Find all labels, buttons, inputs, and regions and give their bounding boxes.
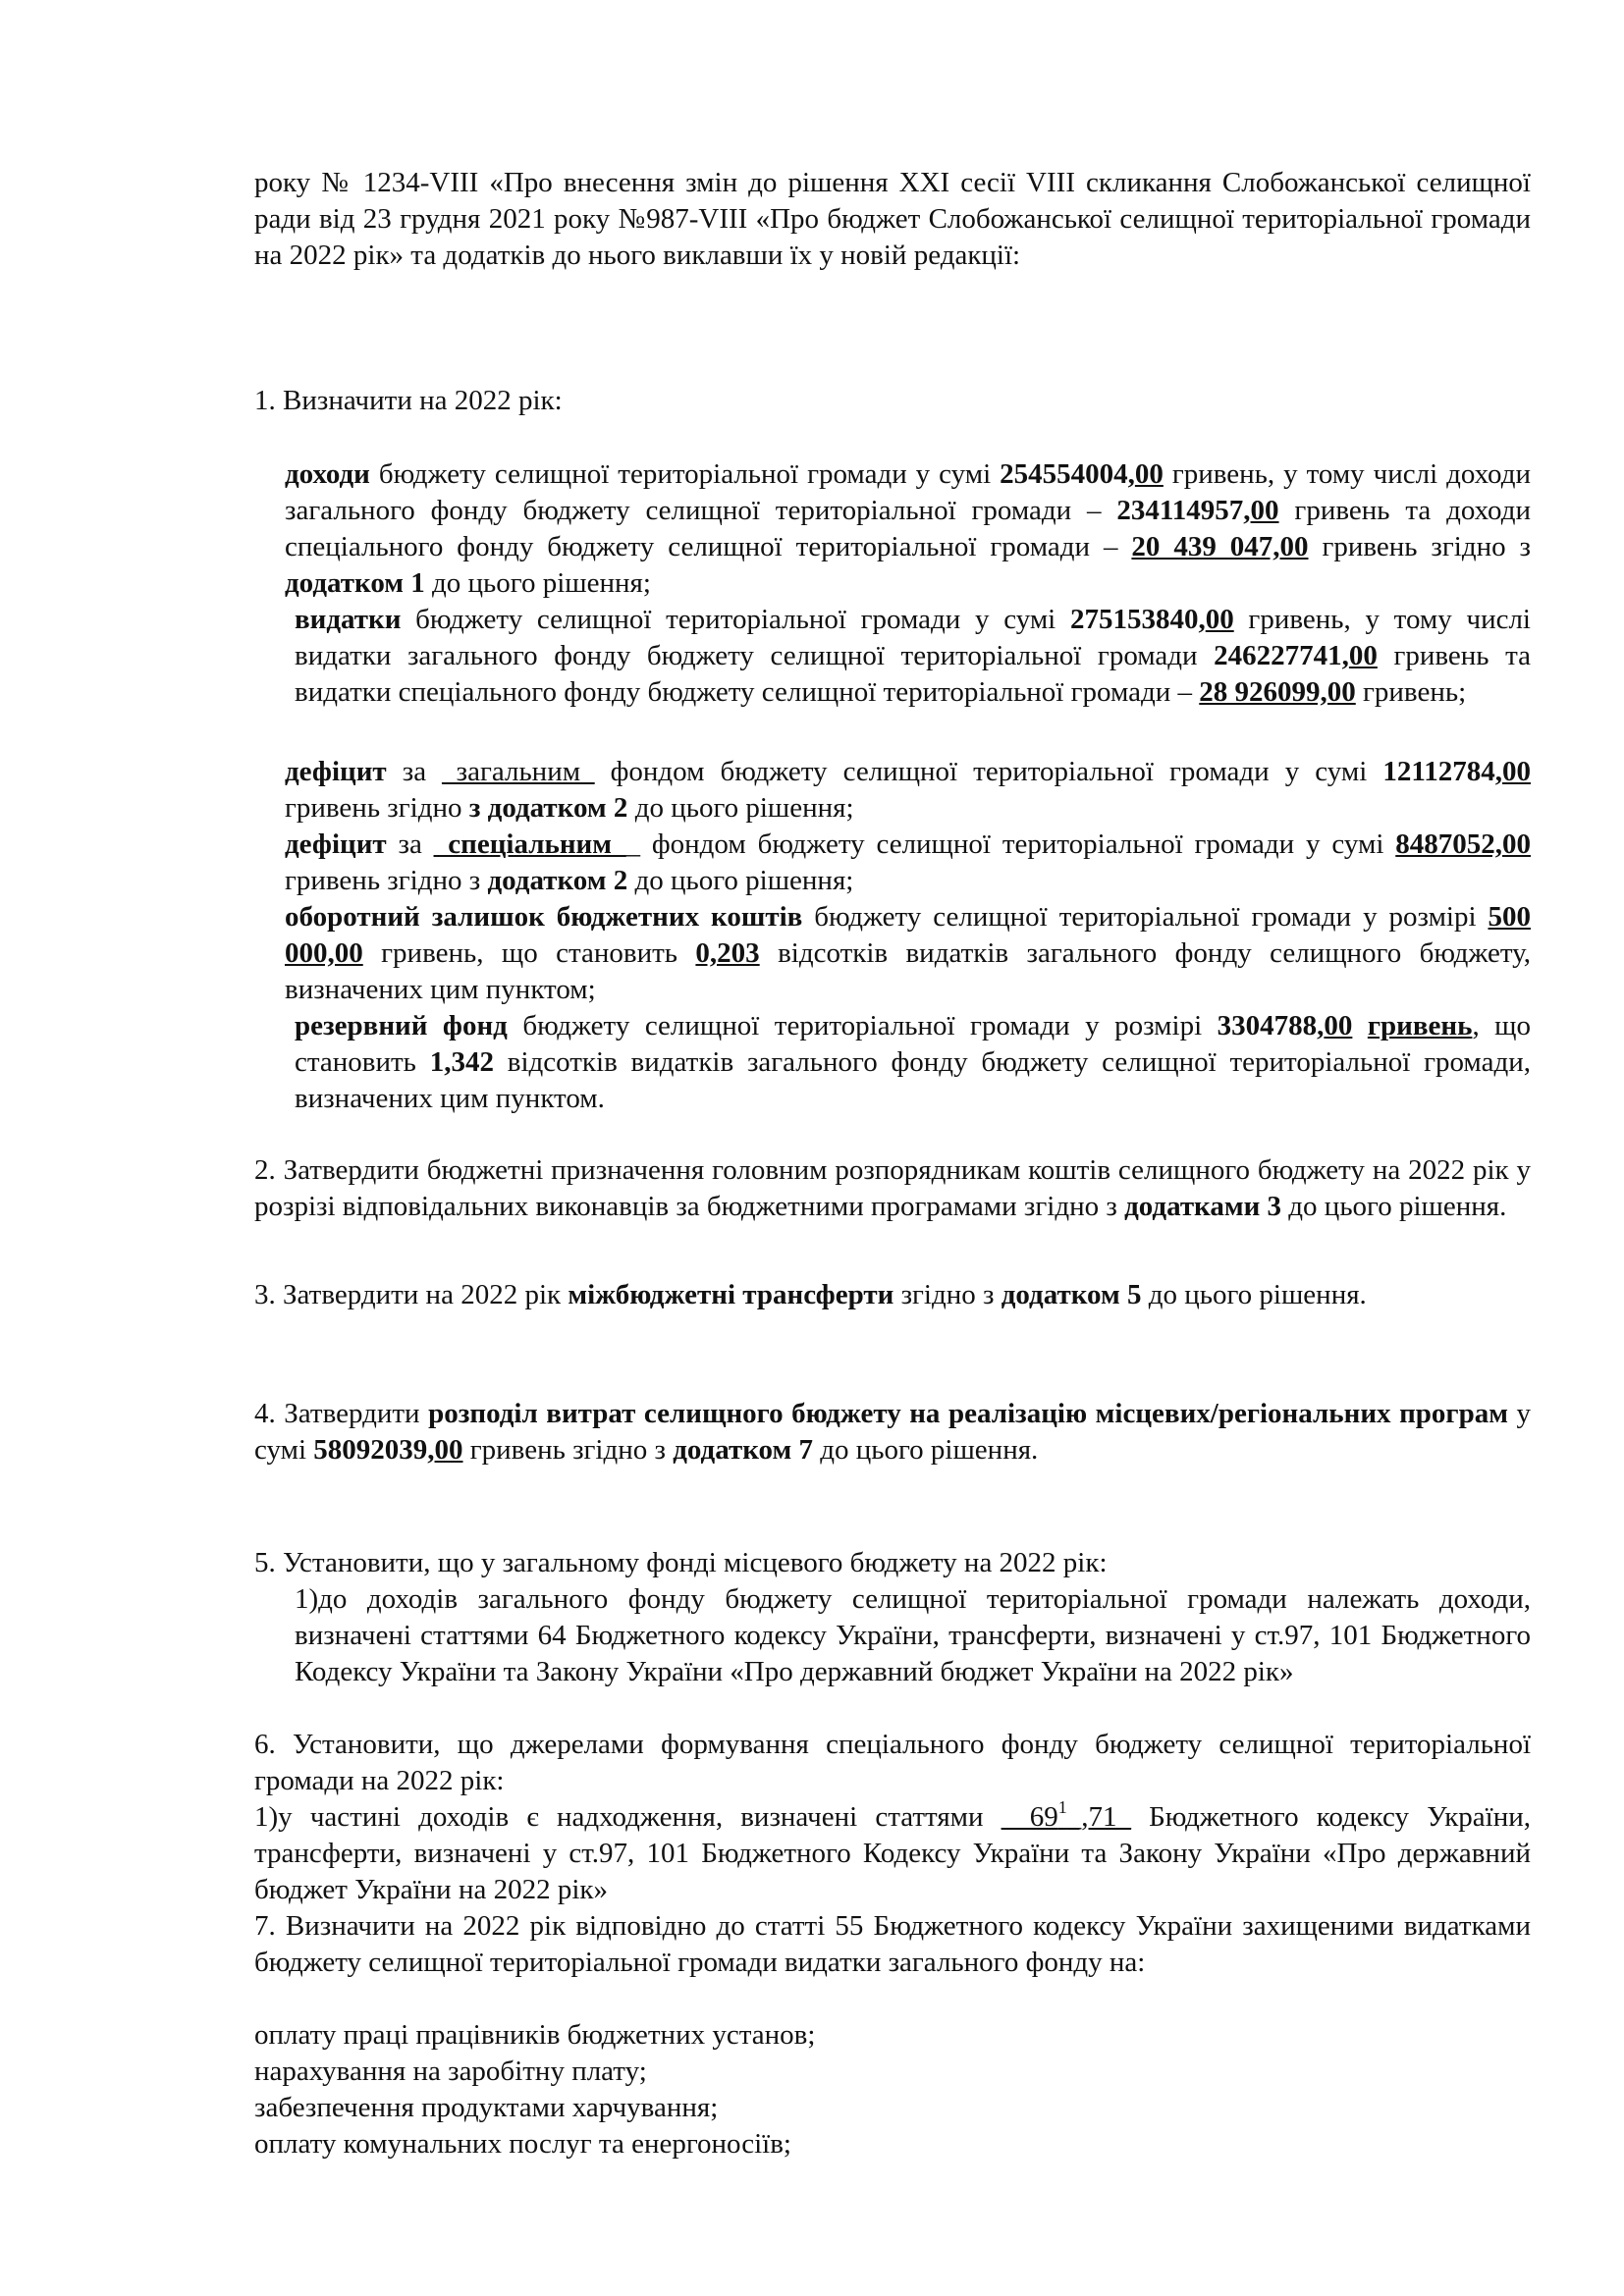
deficit-special-fund: _спеціальним_: [433, 828, 626, 860]
reserve-fund-text-1: бюджету селищної територіальної громади у розмірі: [507, 1010, 1218, 1041]
working-balance-amount: 500 000,00: [285, 901, 1531, 969]
working-balance-percent: 0,203: [695, 937, 760, 969]
item-6-subitem-1: [254, 1799, 1531, 1908]
item-6-articles: $\_\_69^1\_,71\_$: [1001, 1797, 1131, 1833]
item-4-text-2: у сумі: [254, 1398, 1531, 1466]
item-7-line: оплату комунальних послуг та енергоносіїв;: [254, 2128, 791, 2160]
item-1-deficit-general: [285, 754, 1531, 827]
deficit-special-amount: 8487052,00: [1395, 828, 1531, 860]
deficit-general-text-2: фондом бюджету селищної територіальної громади у сумі: [594, 756, 1383, 787]
item-7-line: нарахування на заробітну плату;: [254, 2056, 647, 2087]
deficit-general-label: дефіцит: [285, 756, 387, 787]
item-1-deficit-special: [285, 827, 1531, 899]
revenues-label: доходи: [285, 458, 370, 490]
expenditures-general-fund: 246227741,00: [1214, 640, 1378, 671]
revenues-text-1: бюджету селищної територіальної громади у сумі: [369, 458, 1001, 490]
revenues-text-5: до цього рішення;: [424, 567, 651, 599]
item-4-text-4: до цього рішення.: [813, 1434, 1039, 1466]
deficit-special-text-3: гривень згідно з: [285, 865, 488, 896]
revenues-text-2: гривень, у тому числі доходи загального фонду бюджету селищної територіальної громади –: [285, 458, 1531, 526]
deficit-general-annex: з додатком 2: [468, 792, 628, 824]
item-4-amount: 58092039,00: [313, 1434, 463, 1466]
deficit-general-text-3: гривень згідно: [285, 792, 469, 824]
expenditures-total: 275153840,00: [1069, 604, 1234, 635]
working-balance-text-1: бюджету селищної територіальної громади у розмірі: [802, 901, 1489, 933]
item-4-text-3: гривень згідно з: [462, 1434, 674, 1466]
deficit-general-fund: _загальним_: [442, 756, 595, 787]
item-2-text-2: до цього рішення.: [1281, 1191, 1507, 1222]
expenditures-text-1: бюджету селищної територіальної громади у сумі: [401, 604, 1070, 635]
expenditures-label: видатки: [295, 604, 402, 635]
item-3-text-2: згідно з: [893, 1279, 1001, 1310]
working-balance-text-3: відсотків видатків загального фонду селищного бюджету, визначених цим пунктом;: [285, 937, 1531, 1005]
deficit-special-label: дефіцит: [285, 828, 387, 860]
item-1-revenues: [285, 456, 1531, 602]
item-4-annex: додатком 7: [673, 1434, 813, 1466]
item-6-text-1: 1)у частині доходів є надходження, визначені статтями: [254, 1801, 1001, 1833]
item-3-text-3: до цього рішення.: [1141, 1279, 1367, 1310]
item-4-text-1: 4. Затвердити: [254, 1398, 429, 1429]
item-6-heading: 6. Установити, що джерелами формування спеціального фонду бюджету селищної територіальної громади на 2022 рік:: [254, 1729, 1531, 1796]
item-5-subitem-1: 1)до доходів загального фонду бюджету селищної територіальної громади належать доходи, визначені статтями 64 Бюджетного кодексу України, трансферти, визначені у ст.97, 101 Бюджетного Кодексу України та Закону України «Про державний бюджет України на 2022 рік»: [295, 1583, 1531, 1687]
item-4-bold: розподіл витрат селищного бюджету на реалізацію місцевих/регіональних програм: [428, 1398, 1508, 1429]
item-6-text-2: Бюджетного кодексу України, трансферти, визначені у ст.97, 101 Бюджетного Кодексу України та Закону України «Про державний бюджет України на 2022 рік»: [254, 1801, 1531, 1905]
reserve-fund-amount: 3304788,00 гривень: [1217, 1010, 1473, 1041]
item-1-working-balance: [285, 899, 1531, 1008]
item-2-annex: додатками 3: [1124, 1191, 1282, 1222]
deficit-general-amount: 12112784,00: [1382, 756, 1531, 787]
deficit-special-text-2: _ фондом бюджету селищної територіальної громади у сумі: [625, 828, 1396, 860]
expenditures-special-fund: 28 926099,00: [1199, 676, 1356, 708]
item-3-text-1: 3. Затвердити на 2022 рік: [254, 1279, 568, 1310]
item-2-text-1: 2. Затвердити бюджетні призначення головним розпорядникам коштів селищного бюджету на 2022 рік у розрізі відповідальних виконавців за бюджетними програмами згідно з: [254, 1154, 1531, 1222]
revenues-text-3: гривень та доходи спеціального фонду бюджету селищної територіальної громади –: [285, 495, 1531, 562]
expenditures-text-4: гривень;: [1355, 676, 1467, 708]
reserve-fund-percent: 1,342: [429, 1046, 494, 1078]
item-1-expenditures: [295, 602, 1531, 711]
working-balance-label: оборотний залишок бюджетних коштів: [285, 901, 803, 933]
item-5-heading: 5. Установити, що у загальному фонді місцевого бюджету на 2022 рік:: [254, 1547, 1108, 1578]
intro-paragraph: року № 1234-VIII «Про внесення змін до рішення XXI сесії VIII скликання Слобожанської селищної ради від 23 грудня 2021 року №987-VIII «Про бюджет Слобожанської селищної територіальної громади на 2022 рік» та додатків до нього виклавши їх у новій редакції:: [254, 167, 1531, 271]
reserve-fund-text-2: , що становить: [295, 1010, 1531, 1078]
expenditures-text-3: гривень та видатки спеціального фонду бюджету селищної територіальної громади –: [295, 640, 1531, 708]
item-2-paragraph: [254, 1152, 1531, 1225]
revenues-annex: додатком 1: [285, 567, 425, 599]
revenues-total: 254554004,00: [1000, 458, 1164, 490]
reserve-fund-text-3: відсотків видатків загального фонду бюджету селищної територіальної громади, визначених цим пунктом.: [295, 1046, 1531, 1114]
deficit-special-text-4: до цього рішення;: [627, 865, 854, 896]
item-4-paragraph: [254, 1396, 1531, 1468]
deficit-special-annex: додатком 2: [487, 865, 628, 896]
item-1-reserve-fund: [295, 1008, 1531, 1117]
item-1-heading: 1. Визначити на 2022 рік:: [254, 385, 563, 416]
revenues-special-fund: 20 439 047,00: [1131, 531, 1309, 562]
item-3-bold: міжбюджетні трансферти: [568, 1279, 894, 1310]
expenditures-text-2: гривень, у тому числі видатки загального фонду бюджету селищної територіальної громади: [295, 604, 1531, 671]
reserve-fund-label: резервний фонд: [295, 1010, 508, 1041]
deficit-general-text-1: за: [386, 756, 443, 787]
item-7-line: забезпечення продуктами харчування;: [254, 2092, 719, 2123]
item-3-paragraph: [254, 1277, 1531, 1313]
item-3-annex: додатком 5: [1001, 1279, 1142, 1310]
item-7-heading: 7. Визначити на 2022 рік відповідно до статті 55 Бюджетного кодексу України захищеними видатками бюджету селищної територіальної громади видатки загального фонду на:: [254, 1910, 1531, 1978]
working-balance-text-2: гривень, що становить: [362, 937, 696, 969]
deficit-general-text-4: до цього рішення;: [627, 792, 854, 824]
deficit-special-text-1: за: [386, 828, 434, 860]
item-7-line: оплату праці працівників бюджетних установ;: [254, 2019, 816, 2051]
revenues-text-4: гривень згідно з: [1308, 531, 1531, 562]
revenues-general-fund: 234114957,00: [1116, 495, 1279, 526]
